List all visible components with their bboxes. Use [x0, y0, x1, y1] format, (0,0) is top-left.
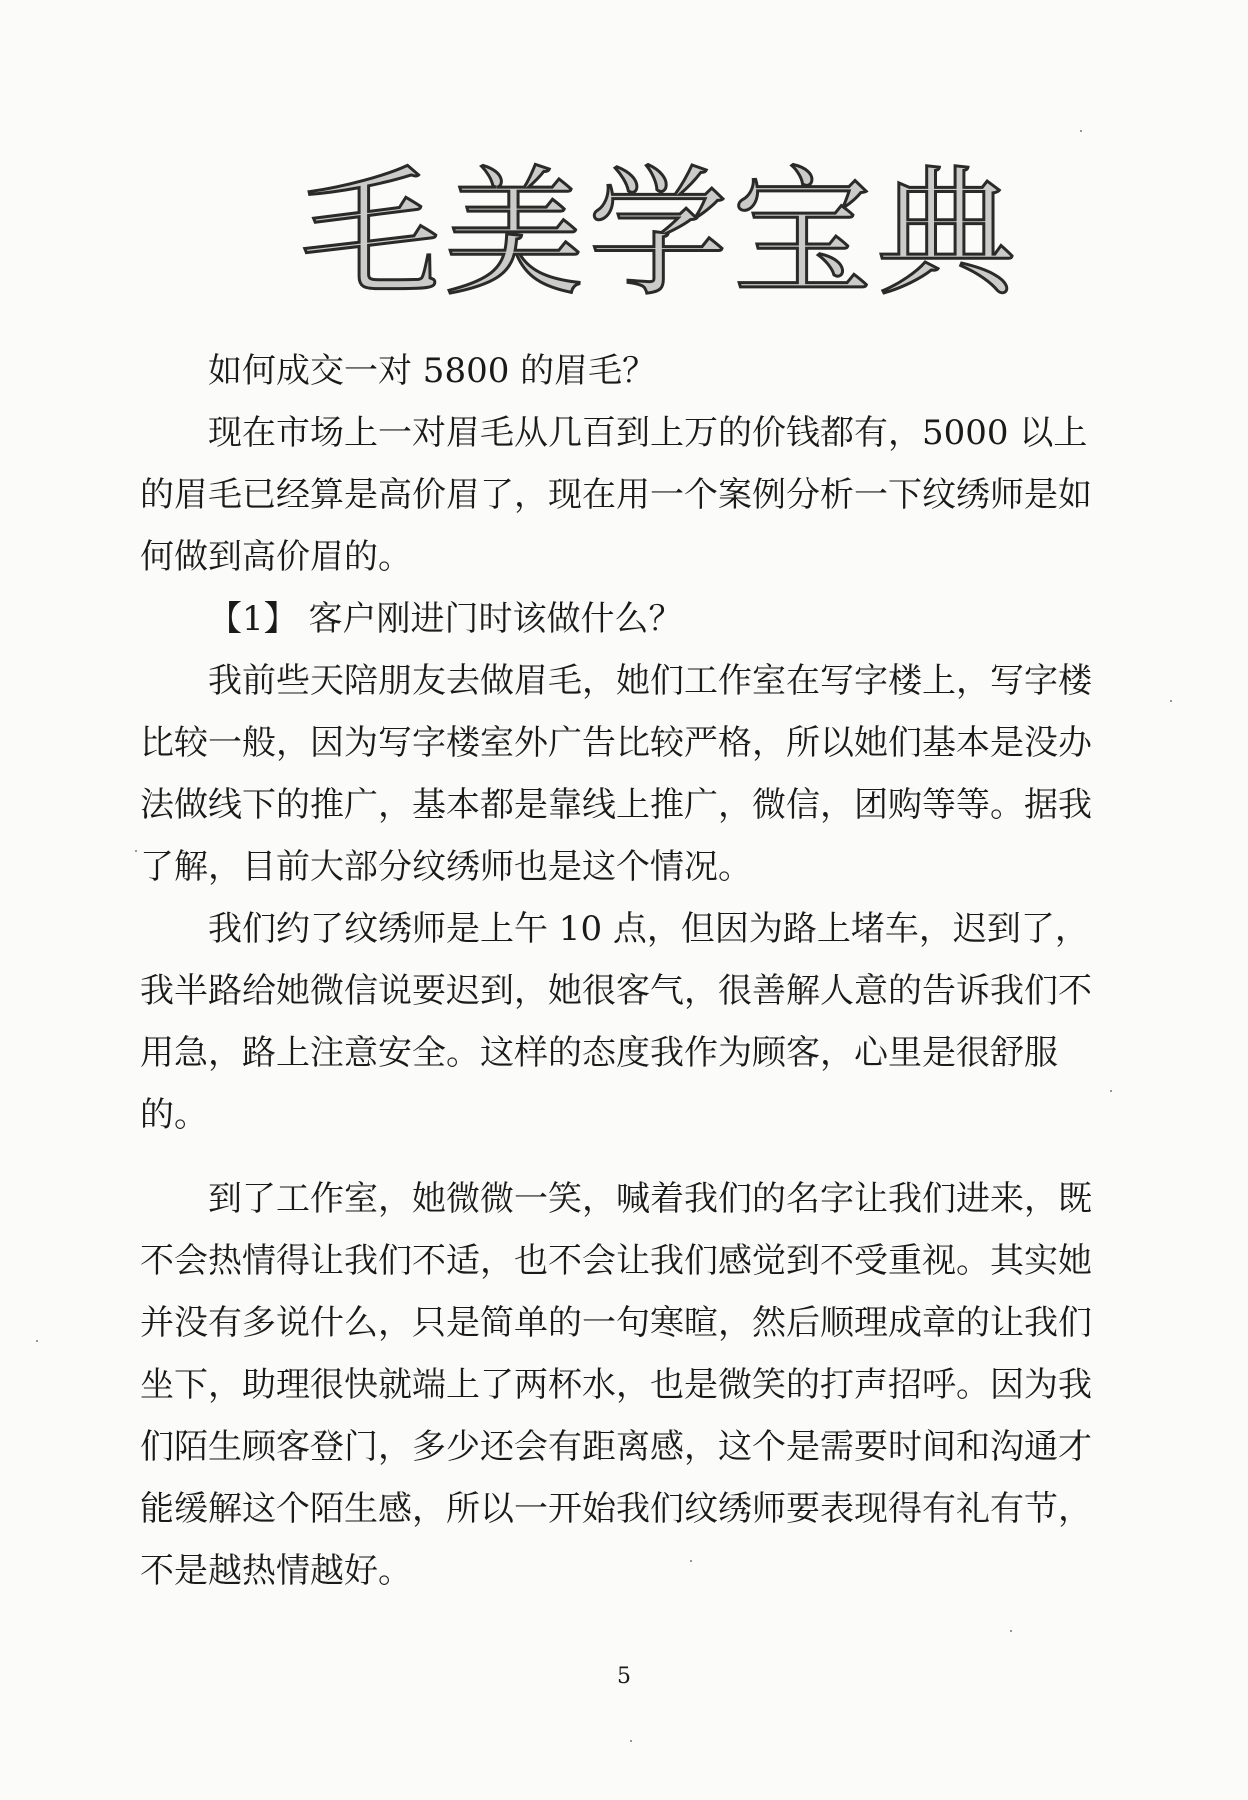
scan-speck — [690, 1560, 692, 1562]
page-title: 毛美学宝典 — [300, 153, 1021, 316]
scan-speck — [1110, 1090, 1112, 1092]
heading-question: 如何成交一对 5800 的眉毛？ — [208, 351, 657, 391]
scan-speck — [630, 1740, 632, 1742]
paragraph: 我前些天陪朋友去做眉毛，她们工作室在写字楼上，写字楼比较一般，因为写字楼室外广告比较严格，所以她们基本是没办法做线下的推广，基本都是靠线上推广，微信，团购等等。据我了解，目前大部分纹绣师也是这个情况。 — [140, 661, 1092, 887]
section-heading: 【1】 客户刚进门时该做什么？ — [208, 599, 683, 639]
paragraph: 现在市场上一对眉毛从几百到上万的价钱都有，5000 以上的眉毛已经算是高价眉了，现在用一个案例分析一下纹绣师是如何做到高价眉的。 — [140, 413, 1092, 577]
scan-speck — [1010, 1630, 1012, 1632]
paragraph: 到了工作室，她微微一笑，喊着我们的名字让我们进来，既不会热情得让我们不适，也不会让我们感觉到不受重视。其实她并没有多说什么，只是简单的一句寒暄，然后顺理成章的让我们坐下，助理很快就端上了两杯水，也是微笑的打声招呼。因为我们陌生顾客登门，多少还会有距离感，这个是需要时间和沟通才能缓解这个陌生感，所以一开始我们纹绣师要表现得有礼有节，不是越热情越好。 — [140, 1179, 1092, 1591]
scan-speck — [1080, 130, 1082, 132]
paragraph: 我们约了纹绣师是上午 10 点，但因为路上堵车，迟到了，我半路给她微信说要迟到，她很客气，很善解人意的告诉我们不用急，路上注意安全。这样的态度我作为顾客，心里是很舒服的。 — [140, 909, 1092, 1135]
scan-speck — [36, 1340, 38, 1342]
scan-speck — [135, 850, 137, 852]
page-number: 5 — [617, 1664, 631, 1689]
body-text — [140, 340, 1120, 1602]
scan-speck — [1170, 700, 1172, 702]
